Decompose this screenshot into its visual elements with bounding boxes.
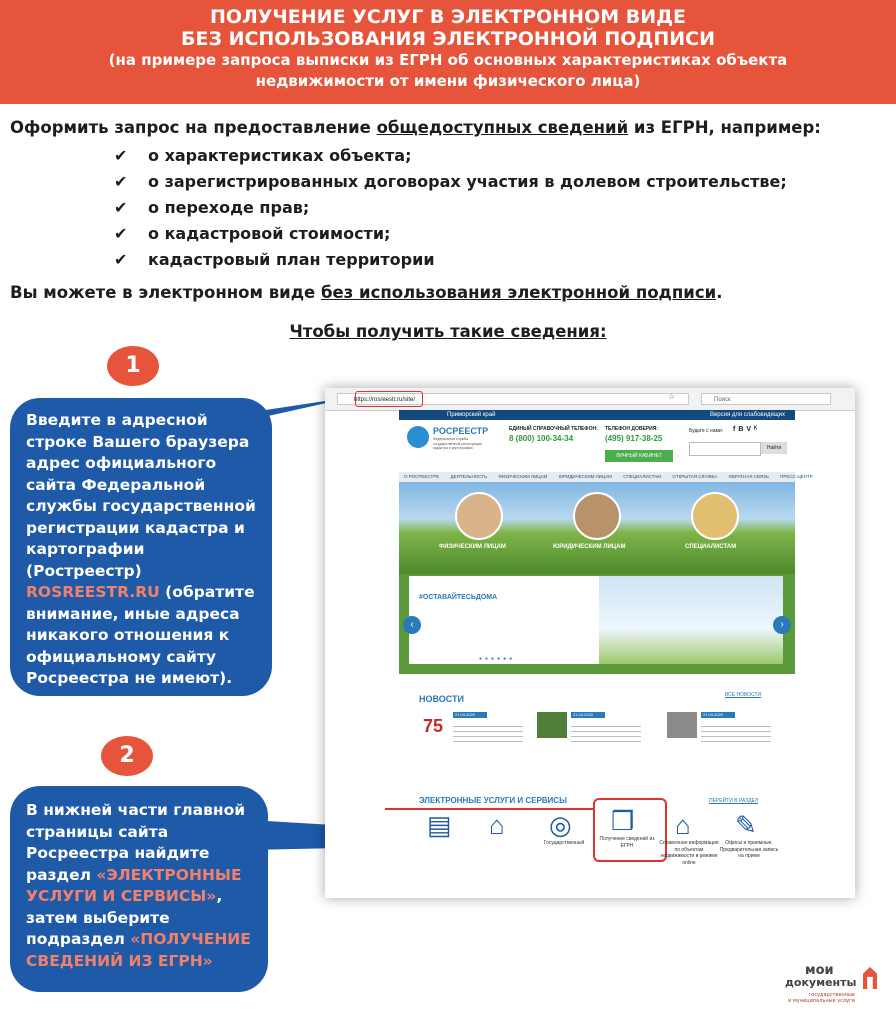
seal-icon[interactable]: ◎: [549, 810, 572, 840]
phone-label: ЕДИНЫЙ СПРАВОЧНЫЙ ТЕЛЕФОН:: [509, 426, 598, 432]
site-menu: [399, 472, 813, 482]
phone-number: 8 (800) 100-34-34: [509, 434, 574, 443]
slider-prev-button[interactable]: ‹: [403, 616, 421, 634]
news-image[interactable]: [667, 712, 697, 738]
hero-banner: [399, 482, 795, 574]
menu-item[interactable]: ПРЕСС-ЦЕНТР: [780, 474, 813, 479]
menu-item[interactable]: ЮРИДИЧЕСКИМ ЛИЦАМ: [558, 474, 612, 479]
book-icon[interactable]: ❒: [611, 806, 635, 836]
individuals-label[interactable]: ФИЗИЧЕСКИМ ЛИЦАМ: [439, 544, 506, 550]
individuals-photo[interactable]: [455, 492, 503, 540]
social-icons[interactable]: fBVᴷ: [733, 426, 761, 433]
check-icon: ✔: [114, 250, 128, 269]
banner-title-line1: ПОЛУЧЕНИЕ УСЛУГ В ЭЛЕКТРОННОМ ВИДЕ: [209, 6, 687, 28]
line2-before: Вы можете в электронном виде: [10, 283, 321, 302]
specialists-photo[interactable]: [691, 492, 739, 540]
news-image[interactable]: [537, 712, 567, 738]
logo-line2: документы: [785, 976, 857, 989]
slider-next-button[interactable]: ›: [773, 616, 791, 634]
legal-entities-photo[interactable]: [573, 492, 621, 540]
browser-toolbar: [325, 388, 855, 411]
logo-line1: мои: [805, 963, 834, 978]
check-icon: ✔: [114, 146, 128, 165]
site-search-input[interactable]: [689, 442, 761, 456]
site-header: [399, 420, 795, 472]
houses-icon[interactable]: ⌂: [489, 810, 505, 840]
list-item-text: о характеристиках объекта;: [148, 146, 412, 165]
banner-subtitle-line1: (на примере запроса выписки из ЕГРН об основных характеристиках объекта: [108, 51, 788, 69]
menu-item[interactable]: ДЕЯТЕЛЬНОСТЬ: [450, 474, 488, 479]
banner-title-line2: БЕЗ ИСПОЛЬЗОВАНИЯ ЭЛЕКТРОННОЙ ПОДПИСИ: [181, 28, 715, 50]
list-item-text: кадастровый план территории: [148, 250, 435, 269]
rosreestr-logo-icon: [407, 426, 429, 448]
subheading: Чтобы получить такие сведения:: [289, 322, 607, 341]
site-topnav: [399, 410, 795, 420]
region-select[interactable]: Приморский край: [447, 412, 496, 418]
legal-entities-label[interactable]: ЮРИДИЧЕСКИМ ЛИЦАМ: [553, 544, 626, 550]
step-2-callout: [10, 786, 268, 992]
trust-label: ТЕЛЕФОН ДОВЕРИЯ:: [605, 426, 658, 432]
step-1-badge: 1: [107, 346, 159, 386]
address-highlight: [355, 391, 423, 407]
accessibility-link[interactable]: Версия для слабовидящих: [709, 412, 785, 418]
slider-dots[interactable]: ●●●●●●: [479, 656, 516, 662]
step-2-section: «ЭЛЕКТРОННЫЕ УСЛУГИ И СЕРВИСЫ»: [26, 865, 242, 905]
bookmark-icon: ☆: [668, 392, 676, 401]
news-text[interactable]: [571, 722, 641, 746]
check-icon: ✔: [114, 198, 128, 217]
address-url: https://rosreestr.ru/site/: [354, 397, 416, 403]
services-title: ЭЛЕКТРОННЫЕ УСЛУГИ И СЕРВИСЫ: [419, 796, 567, 805]
line2-after: .: [716, 283, 723, 302]
step-1-callout: [10, 398, 272, 696]
victory-75-logo: 75: [419, 712, 447, 740]
menu-item[interactable]: О РОСРЕЕСТРЕ: [404, 474, 440, 479]
document-icon[interactable]: ▤: [427, 810, 452, 840]
pencil-icon[interactable]: ✎: [735, 810, 757, 840]
go-section-link[interactable]: ПЕРЕЙТИ В РАЗДЕЛ: [709, 798, 759, 804]
personal-cabinet-button[interactable]: ЛИЧНЫЙ КАБИНЕТ: [605, 450, 673, 462]
list-item-text: о зарегистрированных договорах участия в долевом строительстве;: [148, 172, 787, 191]
menu-item[interactable]: ФИЗИЧЕСКИМ ЛИЦАМ: [498, 474, 548, 479]
step-2-badge: 2: [101, 736, 153, 776]
site-search-button[interactable]: Найти: [761, 442, 787, 454]
service-label[interactable]: Офисы и приемные. Предварительная запись на прием: [719, 840, 779, 859]
services-section: [399, 794, 795, 898]
list-item-text: о переходе прав;: [148, 198, 310, 217]
logo-tagline2: и муниципальные услуги: [788, 998, 855, 1004]
list-item-text: о кадастровой стоимости;: [148, 224, 391, 243]
step-1-note: (обратите внимание, иные адреса никакого отношения к официальному сайту Росреестра не имеют).: [26, 583, 255, 687]
menu-item[interactable]: ОБРАТНАЯ СВЯЗЬ: [728, 474, 769, 479]
step-1-text: Введите в адресной строке Вашего браузера адрес официального сайта Федеральной службы государственной регистрации кадастра и картографии (Ростреестр): [26, 411, 256, 580]
step-2-text-2: , затем выберите подраздел: [26, 887, 223, 948]
intro-emphasis: общедоступных сведений: [376, 118, 629, 137]
slider-image: [599, 576, 783, 664]
house-icon[interactable]: ⌂: [675, 810, 691, 840]
banner-subtitle-line2: недвижимости от имени физического лица): [255, 72, 641, 90]
hashtag-text: #ОСТАВАЙТЕСЬДОМА: [419, 594, 498, 601]
trust-phone: (495) 917-38-25: [605, 434, 663, 443]
check-icon: ✔: [114, 172, 128, 191]
news-date: 21.04.2020: [453, 712, 487, 718]
logo-tagline1: государственные: [808, 992, 855, 998]
news-section: [399, 674, 795, 794]
menu-item[interactable]: ОТКРЫТАЯ СЛУЖБА: [672, 474, 718, 479]
specialists-label[interactable]: СПЕЦИАЛИСТАМ: [685, 544, 737, 550]
brand-subtitle: Федеральная служба государственной регистрации, кадастра и картографии: [433, 437, 483, 450]
check-icon: ✔: [114, 224, 128, 243]
news-text[interactable]: [453, 722, 523, 746]
egrn-service-label[interactable]: Получение сведений из ЕГРН: [599, 836, 655, 849]
slider: [409, 576, 783, 664]
all-news-link[interactable]: ВСЕ НОВОСТИ: [725, 692, 762, 698]
news-date: 21.04.2020: [701, 712, 735, 718]
browser-search[interactable]: [701, 393, 831, 405]
brand-name: РОСРЕЕСТР: [433, 426, 489, 436]
step-1-url: ROSREESTR.RU: [26, 583, 160, 601]
news-date: 21.04.2020: [571, 712, 605, 718]
logo-mark-icon: [863, 967, 877, 989]
menu-item[interactable]: СПЕЦИАЛИСТАМ: [623, 474, 662, 479]
step-2-text: В нижней части главной страницы сайта Росреестра найдите раздел: [26, 801, 246, 884]
news-text[interactable]: [701, 722, 771, 746]
moi-dokumenty-logo: [785, 963, 885, 1011]
service-label[interactable]: Государственный: [543, 840, 585, 846]
intro-after: из ЕГРН, например:: [628, 118, 821, 137]
search-placeholder: Поиск: [714, 397, 731, 403]
news-title: НОВОСТИ: [419, 694, 465, 704]
social-label: Будьте с нами:: [689, 428, 724, 434]
website-screenshot: [325, 388, 855, 898]
step-2-subsection: «ПОЛУЧЕНИЕ СВЕДЕНИЙ ИЗ ЕГРН»: [26, 930, 251, 970]
line2-emphasis: без использования электронной подписи: [320, 283, 717, 302]
service-label[interactable]: Справочная информация по объектам недвижимости в режиме online: [659, 840, 719, 866]
intro-before: Оформить запрос на предоставление: [10, 118, 377, 137]
